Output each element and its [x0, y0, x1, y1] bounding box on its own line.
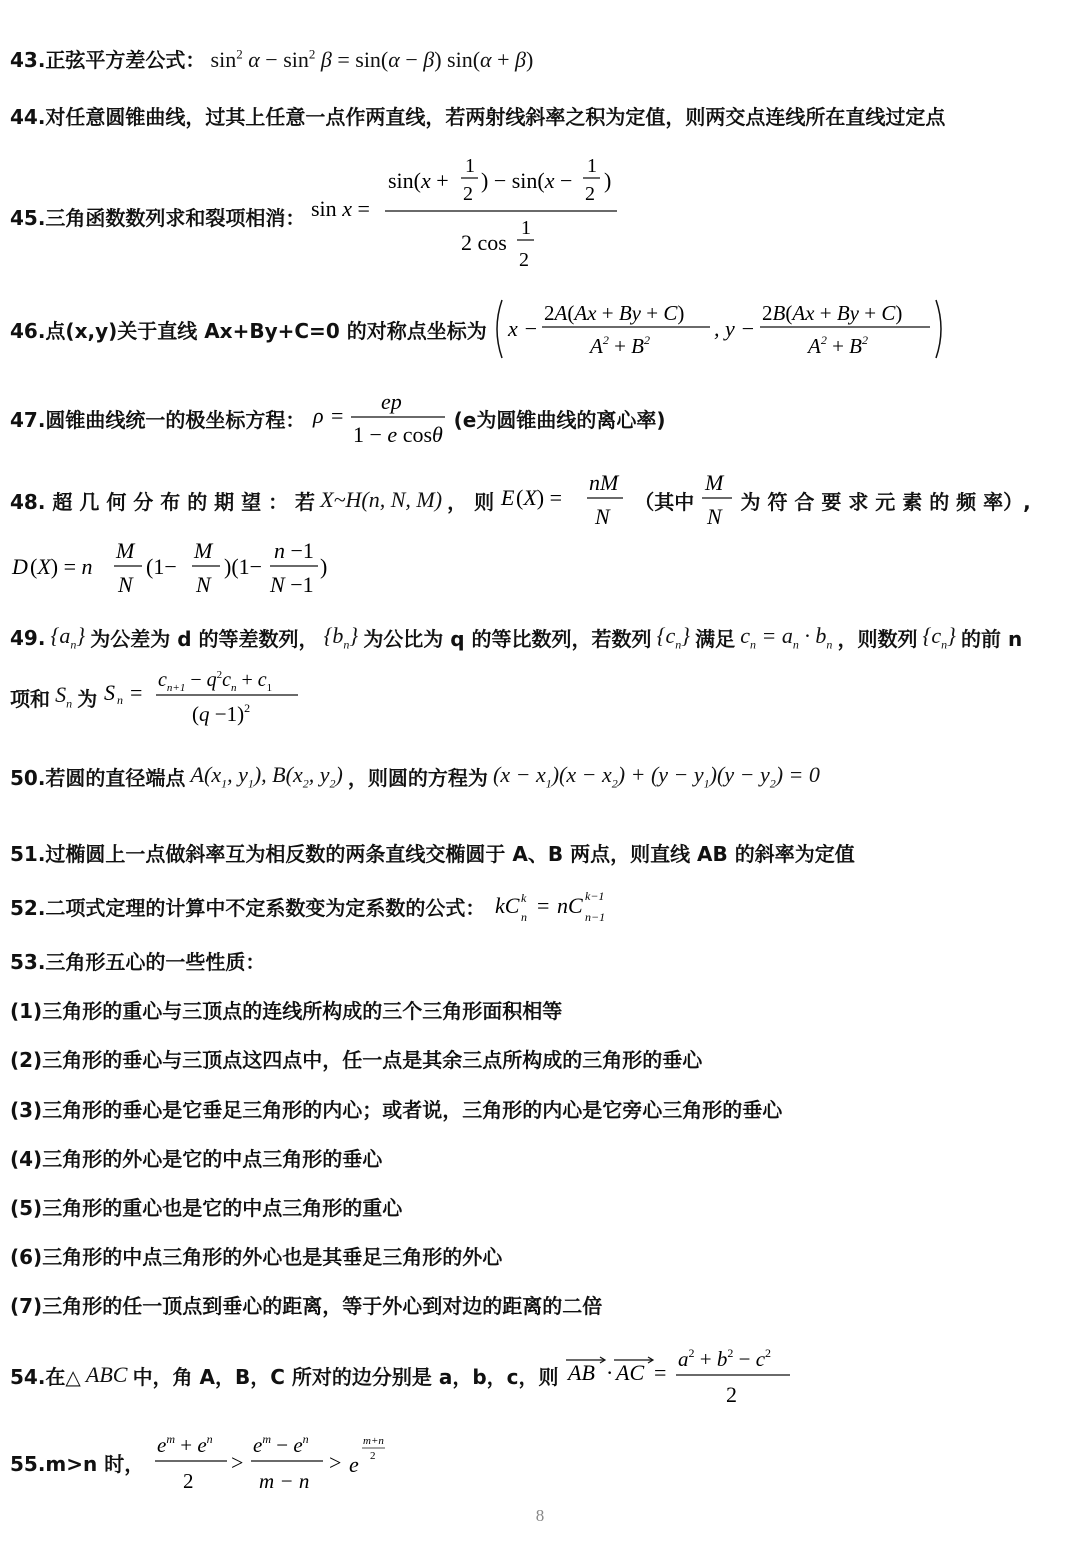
svg-text:n: n	[520, 910, 527, 924]
svg-text:A2 + B2: $A^2 + B^2$	[589, 333, 650, 358]
svg-text:M: M	[194, 538, 213, 563]
prop-7-text: (7)三角形的任一顶点到垂心的距离，等于外心到对边的距离的二倍	[10, 1294, 603, 1318]
item-49-label-c: 为公比为 q 的等比数列，若数列	[363, 627, 652, 652]
formula-48-frequency	[699, 470, 735, 530]
svg-text:2: 2	[462, 183, 473, 205]
item-53	[10, 946, 265, 975]
item-48-distribution: X~H(n, N, M)	[320, 487, 443, 512]
prop-1-text: (1)三角形的重心与三顶点的连线所构成的三个三角形面积相等	[10, 999, 563, 1023]
svg-text:(q −1)2: $(q -1)^2$	[192, 701, 251, 726]
svg-text:2 cos: 2 cos	[460, 230, 507, 255]
formula-54-math	[564, 1342, 794, 1408]
prop-5-text: (5)三角形的重心也是它的中点三角形的重心	[10, 1196, 403, 1220]
svg-text:nM: nM	[589, 470, 619, 495]
svg-text:nC: nC	[556, 893, 583, 918]
formula-47	[10, 390, 665, 446]
item-45-label: 45.三角函数数列求和裂项相消：	[10, 205, 306, 230]
svg-text:ρ: ρ	[312, 403, 324, 428]
svg-text:cn+1 − q2cn + c1: $c_{n+1} - q^2c_n + c_1$	[158, 669, 273, 694]
formula-48-variance-math	[10, 536, 340, 600]
triangle-abc: ABC	[85, 1362, 128, 1387]
prop-2-text: (2)三角形的垂心与三顶点这四点中，任一点是其余三点所构成的三角形的垂心	[10, 1048, 703, 1072]
formula-55	[10, 1428, 409, 1496]
formula-52-math	[491, 888, 621, 924]
svg-text:n −1: n −1	[274, 538, 314, 563]
formula-47-math	[311, 390, 449, 446]
prop-3-text: (3)三角形的垂心是它垂足三角形的内心；或者说，三角形的内心是它旁心三角形的垂心	[10, 1098, 783, 1122]
item-54-label-a: 54.在△	[10, 1364, 81, 1389]
page-number: 8	[535, 1506, 545, 1525]
item-48-label-b: ， 则	[447, 489, 495, 514]
svg-text:): )	[320, 554, 328, 579]
svg-text:D: D	[12, 554, 28, 579]
svg-text:=: =	[330, 403, 343, 428]
svg-text:a2 + b2 − c2: $a^2 + b^2 - c^2$	[677, 1346, 771, 1371]
svg-text:1: 1	[520, 217, 531, 239]
sequence-relation: $c_n = a_n \cdot b_n$	[740, 623, 833, 652]
item-54-label-b: 中，角 A，B，C 所对的边分别是 a，b，c，则	[132, 1364, 559, 1389]
svg-text:S: S	[104, 680, 116, 705]
item-47-label: 47.圆锥曲线统一的极坐标方程：	[10, 407, 306, 432]
formula-52	[10, 888, 621, 924]
svg-text:1 − e cosθ: 1 − e cosθ	[352, 422, 443, 446]
item-51-label: 51.过椭圆上一点做斜率互为相反数的两条直线交椭圆于 A、B 两点，则直线 AB 的斜率为定值	[10, 842, 855, 866]
svg-text:E: E	[501, 485, 515, 510]
item-48-label-a: 48. 超 几 何 分 布 的 期 望 ： 若	[10, 489, 316, 514]
sequence-c: $\{c_n\}$	[656, 623, 691, 652]
prop-3	[10, 1094, 782, 1123]
svg-text:M: M	[705, 470, 724, 495]
formula-50	[10, 762, 820, 791]
svg-text:N −1: N −1	[270, 572, 314, 597]
formula-45-math	[311, 158, 621, 274]
svg-text:sin(x +: sin(x +	[387, 168, 449, 193]
svg-text:·: ·	[605, 1360, 613, 1385]
svg-text:1: 1	[464, 158, 475, 177]
item-49-label-b: 为公差为 d 的等差数列，	[90, 627, 319, 652]
svg-text:e: e	[349, 1452, 360, 1477]
svg-text:sin x =: sin x =	[310, 196, 370, 221]
formula-46-math	[492, 296, 952, 362]
prop-6-text: (6)三角形的中点三角形的外心也是其垂足三角形的外心	[10, 1245, 503, 1269]
svg-text:N: N	[196, 572, 211, 597]
svg-text:)(1−: )(1−	[224, 554, 263, 579]
svg-text:AC: AC	[615, 1360, 644, 1385]
svg-text:2: 2	[518, 249, 529, 271]
item-50-label-b: ，则圆的方程为	[347, 766, 488, 791]
svg-text:=: =	[653, 1360, 667, 1385]
item-47-note: (e为圆锥曲线的离心率)	[453, 407, 666, 432]
svg-text:m+n: m+n	[363, 1435, 385, 1447]
formula-54	[10, 1342, 794, 1408]
svg-text:N: N	[595, 504, 610, 529]
svg-text:(X) =: (X) =	[516, 485, 563, 510]
svg-text:em − en: $e^m - e^n$	[253, 1432, 309, 1457]
svg-text:): )	[603, 168, 611, 193]
svg-text:2: 2	[725, 1382, 737, 1407]
formula-48-variance	[10, 536, 340, 604]
formula-49	[10, 623, 1022, 652]
item-49-label-e: ，则数列	[837, 627, 918, 652]
svg-text:2B(Ax + By + C): 2B(Ax + By + C)	[761, 301, 903, 325]
formula-46	[10, 296, 952, 362]
item-49-label-g: 项和	[10, 686, 50, 711]
svg-text:2: 2	[370, 1450, 376, 1462]
svg-text:=: =	[130, 680, 143, 705]
sequence-a: $\{a_n\}$	[50, 623, 86, 652]
circle-equation: $(x - x_1)(x - x_2) + (y - y_1)(y - y_2) = 0$	[493, 762, 820, 791]
item-49-label-h: 为	[77, 686, 98, 711]
prop-4	[10, 1143, 382, 1172]
svg-text:k−1: k−1	[584, 889, 604, 903]
svg-text:N: N	[707, 504, 723, 529]
svg-text:n−1: n−1	[584, 910, 605, 924]
svg-text:k: k	[520, 891, 526, 905]
svg-text:N: N	[118, 572, 133, 597]
prop-4-text: (4)三角形的外心是它的中点三角形的垂心	[10, 1147, 383, 1171]
item-43-label: 43.正弦平方差公式：	[10, 48, 206, 72]
prop-2	[10, 1044, 702, 1073]
formula-45	[10, 158, 621, 274]
formula-49-sum-math	[102, 666, 302, 728]
item-44-label: 44.对任意圆锥曲线，过其上任意一点作两直线，若两射线斜率之积为定值，则两交点连线所在直线过定点	[10, 105, 946, 129]
item-48-label-c: （其中	[634, 489, 695, 514]
svg-text:>: >	[231, 1450, 244, 1475]
formula-43-math: $\sin^2 \alpha - \sin^2 \beta = \sin(\alpha - \beta) \sin(\alpha + \beta)$	[210, 46, 534, 72]
endpoint-coordinates: $A(x_1$, $y_1$), $B(x_2$, $y_2$)	[190, 762, 343, 791]
sum-symbol: $S_n$	[55, 682, 73, 711]
sequence-b: $\{b_n\}$	[323, 623, 359, 652]
item-52-label: 52.二项式定理的计算中不定系数变为定系数的公式：	[10, 895, 486, 920]
formula-49-sum	[10, 666, 302, 728]
svg-text:m − n: m − n	[259, 1469, 310, 1493]
item-55-label: 55.m>n 时，	[10, 1451, 145, 1476]
svg-text:2A(Ax + By + C): 2A(Ax + By + C)	[543, 301, 685, 325]
item-49-label-d: 满足	[695, 627, 736, 652]
prop-5	[10, 1192, 402, 1221]
svg-text:(1−: (1−	[146, 554, 177, 579]
item-49-label-f: 的前 n	[961, 627, 1023, 652]
prop-7	[10, 1290, 602, 1319]
svg-text:n: n	[117, 693, 124, 707]
prop-1	[10, 995, 562, 1024]
svg-text:) − sin(x −: ) − sin(x −	[480, 168, 572, 193]
formula-48-expectation	[499, 470, 629, 530]
svg-text:kC: kC	[494, 893, 519, 918]
svg-text:em + en: $e^m + e^n$	[157, 1432, 213, 1457]
formula-43	[10, 44, 533, 73]
svg-text:ep: ep	[380, 390, 402, 414]
svg-text:, y −: , y −	[713, 316, 755, 341]
formula-48	[10, 470, 1031, 530]
item-48-label-d: 为 符 合 要 求 元 素 的 频 率）,	[740, 489, 1031, 514]
svg-text:=: =	[536, 893, 549, 918]
item-49-label-a: 49.	[10, 625, 46, 650]
item-51	[10, 838, 855, 867]
prop-6	[10, 1241, 502, 1270]
svg-text:2: 2	[183, 1469, 194, 1493]
svg-text:AB: AB	[567, 1360, 595, 1385]
svg-text:1: 1	[586, 158, 597, 177]
svg-text:A2 + B2: $A^2 + B^2$	[807, 333, 868, 358]
item-44	[10, 101, 945, 130]
sequence-c-2: $\{c_n\}$	[922, 623, 956, 652]
item-46-label: 46.点(x,y)关于直线 Ax+By+C=0 的对称点坐标为	[10, 318, 487, 343]
svg-text:2: 2	[584, 183, 595, 205]
formula-55-math	[149, 1428, 409, 1496]
svg-text:>: >	[329, 1450, 342, 1475]
svg-text:(X) = n: (X) = n	[30, 554, 93, 579]
item-53-label: 53.三角形五心的一些性质：	[10, 950, 266, 974]
item-50-label-a: 50.若圆的直径端点	[10, 766, 186, 791]
svg-text:x −: x −	[507, 316, 538, 341]
svg-text:M: M	[116, 538, 135, 563]
